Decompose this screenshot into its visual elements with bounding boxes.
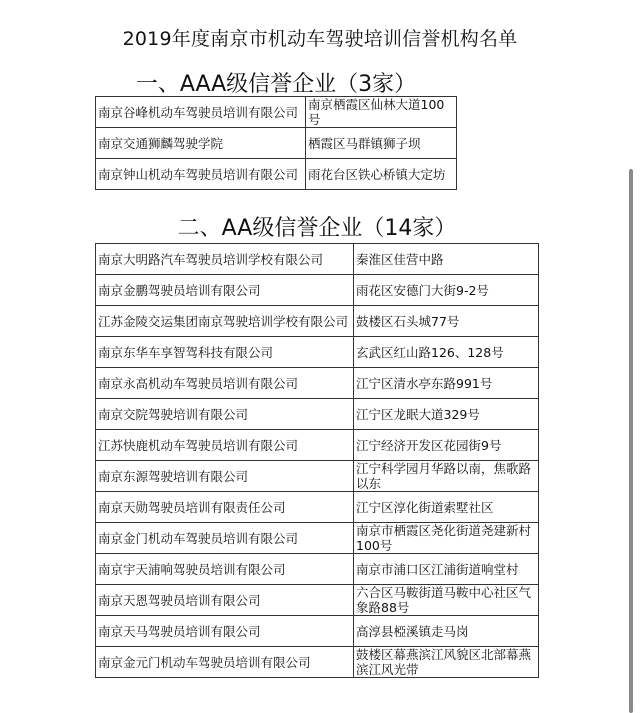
table-row [96, 368, 539, 399]
address-cell: 玄武区红山路126、128号 [354, 337, 539, 368]
company-name-cell: 江苏快鹿机动车驾驶员培训有限公司 [96, 430, 354, 461]
table-row [96, 523, 539, 554]
address-cell: 鼓楼区石头城77号 [354, 306, 539, 337]
company-name-cell: 南京交通狮麟驾驶学院 [96, 128, 306, 159]
section2-heading: 二、AA级信誉企业（14家） [177, 216, 457, 241]
address-cell: 栖霞区马群镇狮子坝 [306, 128, 457, 159]
company-name-cell: 南京天马驾驶员培训有限公司 [96, 616, 354, 647]
company-name-cell: 南京天恩驾驶员培训有限公司 [96, 585, 354, 616]
table-row [96, 97, 457, 128]
address-cell: 秦淮区佳营中路 [354, 244, 539, 275]
address-cell: 南京市浦口区江浦街道响堂村 [354, 554, 539, 585]
table-row [96, 159, 457, 190]
company-name-cell: 南京谷峰机动车驾驶员培训有限公司 [96, 97, 306, 128]
company-name-cell: 南京宇天浦响驾驶员培训有限公司 [96, 554, 354, 585]
table-row [96, 585, 539, 616]
document-title: 2019年度南京市机动车驾驶培训信誉机构名单 [122, 28, 518, 50]
address-cell: 江宁科学园月华路以南，焦歌路以东 [354, 461, 539, 492]
company-name-cell: 江苏金陵交运集团南京驾驶培训学校有限公司 [96, 306, 354, 337]
company-name-cell: 南京天勋驾驶员培训有限责任公司 [96, 492, 354, 523]
table-row [96, 306, 539, 337]
address-cell: 江宁区龙眠大道329号 [354, 399, 539, 430]
section1-heading: 一、AAA级信誉企业（3家） [135, 72, 417, 97]
address-cell: 南京市栖霞区尧化街道尧建新村100号 [354, 523, 539, 554]
address-cell: 江宁区淳化街道索墅社区 [354, 492, 539, 523]
table-row [96, 492, 539, 523]
table-row [96, 337, 539, 368]
address-cell: 六合区马鞍街道马鞍中心社区气象路88号 [354, 585, 539, 616]
address-cell: 高淳县椏溪镇走马岗 [354, 616, 539, 647]
table-row [96, 647, 539, 678]
aaa-enterprise-table [95, 96, 457, 190]
address-cell: 江宁经济开发区花园街9号 [354, 430, 539, 461]
company-name-cell: 南京东华车享智驾科技有限公司 [96, 337, 354, 368]
table-row [96, 128, 457, 159]
table-row [96, 554, 539, 585]
address-cell: 雨花区安德门大街9-2号 [354, 275, 539, 306]
company-name-cell: 南京金鹏驾驶员培训有限公司 [96, 275, 354, 306]
table-row [96, 275, 539, 306]
table-row [96, 461, 539, 492]
table-row [96, 616, 539, 647]
company-name-cell: 南京金元门机动车驾驶员培训有限公司 [96, 647, 354, 678]
address-cell: 鼓楼区幕燕滨江风貌区北部幕燕滨江风光带 [354, 647, 539, 678]
address-cell: 江宁区清水亭东路991号 [354, 368, 539, 399]
company-name-cell: 南京钟山机动车驾驶员培训有限公司 [96, 159, 306, 190]
table-row [96, 399, 539, 430]
company-name-cell: 南京交院驾驶培训有限公司 [96, 399, 354, 430]
address-cell: 雨花台区铁心桥镇大定坊 [306, 159, 457, 190]
aa-enterprise-table [95, 243, 539, 678]
table-row [96, 430, 539, 461]
company-name-cell: 南京东源驾驶培训有限公司 [96, 461, 354, 492]
company-name-cell: 南京金门机动车驾驶员培训有限公司 [96, 523, 354, 554]
company-name-cell: 南京大明路汽车驾驶员培训学校有限公司 [96, 244, 354, 275]
vertical-scrollbar[interactable] [629, 169, 633, 713]
table-row [96, 244, 539, 275]
company-name-cell: 南京永高机动车驾驶员培训有限公司 [96, 368, 354, 399]
address-cell: 南京栖霞区仙林大道100号 [306, 97, 457, 128]
